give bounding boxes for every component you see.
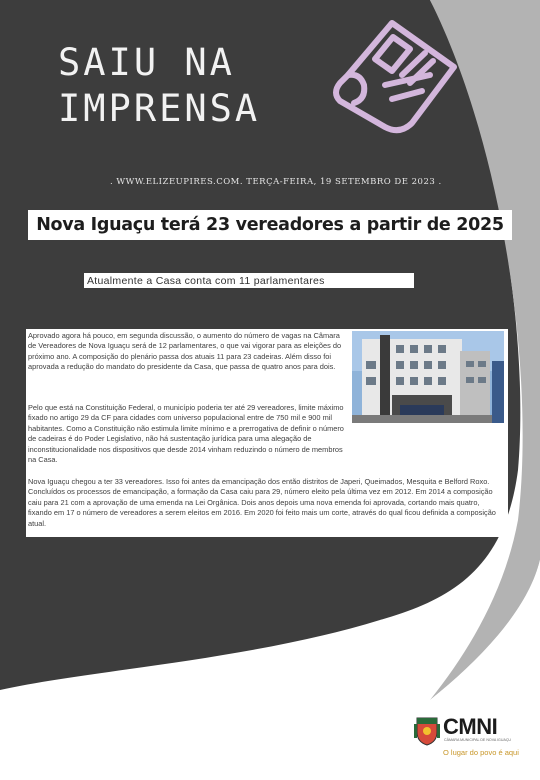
- masthead-line-2: IMPRENSA: [58, 87, 261, 130]
- cmni-logo-subtext: CÂMARA MUNICIPAL DE NOVA IGUAÇU: [444, 738, 512, 742]
- cmni-emblem-icon: [413, 714, 441, 746]
- city-hall-photo: [352, 331, 504, 423]
- article-paragraph-3: Nova Iguaçu chegou a ter 33 vereadores. Isso foi antes da emancipação dos então distritos de Japeri, Queimados, Mesquita e Belford Roxo. Concluídos os processos de emancipação, a formação da Casa caiu para 29, número eleito pela última vez em 2012. Em 2014 a composição caiu para 21 com a aprovação de uma emenda na Lei Orgânica. Dois anos depois uma nova emenda foi aprovada, cortando mais quatro, fixando em 17 o número de vereadores a serem eleitos em 2016. Em 2020 foi feito mais um corte, através do qual ficou definida a composição atual.: [28, 477, 496, 528]
- masthead-title: [58, 40, 260, 132]
- subtitle-box: [84, 273, 414, 288]
- masthead-line-1: SAIU NA: [58, 41, 235, 84]
- subtitle: Atualmente a Casa conta com 11 parlamentares: [87, 274, 325, 287]
- cmni-logo-text: CMNI: [443, 714, 498, 739]
- article-paragraph-2: Pelo que está na Constituição Federal, o município poderia ter até 29 vereadores, limite máximo fixado no artigo 29 da CF para cidades com universo populacional entre de 750 mil e 900 mil habitantes. Como a Constituição não estimula limite mínimo e a prerrogativa de definir o número de cadeiras é do Poder Legislativo, não há sustentação jurídica para uma alegação de inconstitucionalidade nos dispositivos que desde 2014 vinham reduzindo o número de membros na Casa.: [28, 403, 344, 465]
- slogan: O lugar do povo é aqui: [443, 748, 519, 757]
- newspaper-icon: [330, 15, 460, 137]
- headline-box: [28, 210, 512, 240]
- article-paragraph-1: Aprovado agora há pouco, em segunda discussão, o aumento do número de vagas na Câmara de Vereadores de Nova Iguaçu será de 12 parlamentares, o que vai vigorar para as eleições do próximo ano. A composição do plenário passa dos atuais 11 para 23 cadeiras. Além disso foi aprovada a redução do mandato do presidente da Casa, que passa de quatro anos para dois.: [28, 331, 342, 372]
- dateline: . WWW.ELIZEUPIRES.COM. TERÇA-FEIRA, 19 SETEMBRO DE 2023 .: [110, 177, 442, 187]
- article-body: [26, 329, 508, 537]
- headline: Nova Iguaçu terá 23 vereadores a partir de 2025: [36, 215, 504, 235]
